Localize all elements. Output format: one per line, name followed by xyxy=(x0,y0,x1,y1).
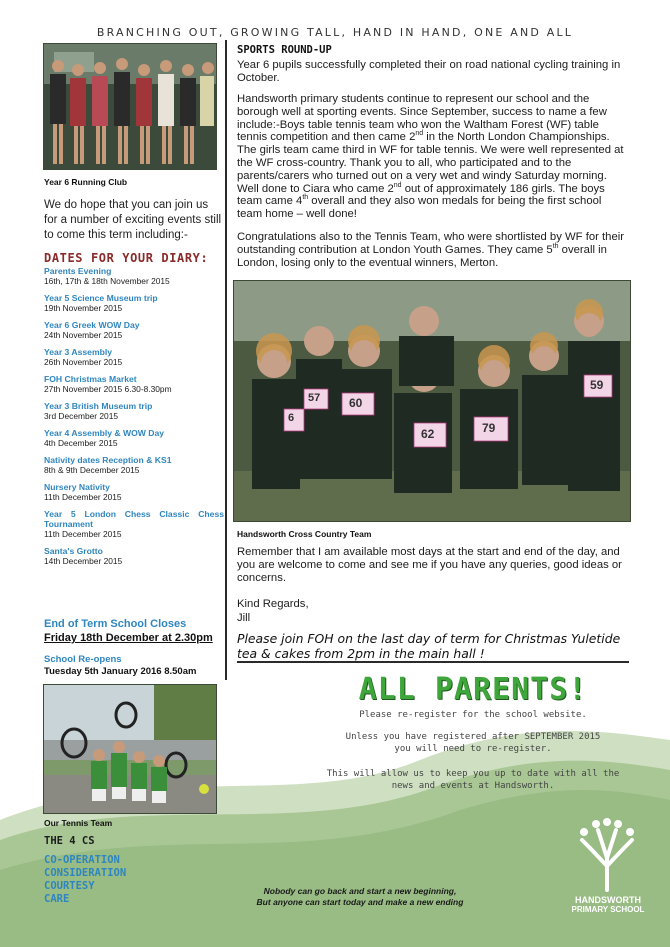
list-item xyxy=(44,293,224,313)
event-date: 11th December 2015 xyxy=(44,492,122,502)
text-run: overall in London, losing only to the eventual winners, Merton. xyxy=(237,243,607,269)
event-date: 14th December 2015 xyxy=(44,556,123,566)
motto-banner: BRANCHING OUT, GROWING TALL, HAND IN HAND, ONE AND ALL xyxy=(96,26,574,39)
event-date: 16th, 17th & 18th November 2015 xyxy=(44,276,170,286)
event-title: Year 4 Assembly & WOW Day xyxy=(44,428,165,438)
poster-line-1: Please re-register for the school website. xyxy=(359,710,587,720)
end-of-term-title: End of Term School Closes xyxy=(44,618,187,630)
event-date: 4th December 2015 xyxy=(44,438,118,448)
event-date: 8th & 9th December 2015 xyxy=(44,465,140,475)
quote-line-1: Nobody can go back and start a new beginning, xyxy=(263,886,457,896)
event-date: 19th November 2015 xyxy=(44,303,123,313)
virtue-courtesy: COURTESY xyxy=(44,880,95,892)
school-logo-tree-icon xyxy=(578,818,636,893)
tennis-team-image xyxy=(44,685,216,813)
poster-title: ALL PARENTS! xyxy=(358,672,588,707)
reopen-title: School Re-opens xyxy=(44,654,122,665)
event-date: 11th December 2015 xyxy=(44,529,122,539)
event-date: 27th November 2015 6.30-8.30pm xyxy=(44,384,172,394)
regards: Kind Regards, xyxy=(237,598,309,610)
ordinal-suffix: nd xyxy=(415,130,424,138)
cross-country-caption: Handsworth Cross Country Team xyxy=(237,529,372,539)
list-item xyxy=(44,320,224,340)
paragraph-cycling: Year 6 pupils successfully completed their on road national cycling training in October. xyxy=(237,59,621,84)
poster-line-2: Unless you have registered after SEPTEMBER 2015 xyxy=(345,732,601,742)
text-run: Congratulations also to the Tennis Team, who were shortlisted by WF for their outstanding contribution at London Youth Games. They came 5 xyxy=(237,231,625,256)
reopen-date: Tuesday 5th January 2016 8.50am xyxy=(44,666,197,677)
event-title: Year 5 Science Museum trip xyxy=(44,293,158,303)
event-date: 3rd December 2015 xyxy=(44,411,119,421)
event-title: Parents Evening xyxy=(44,266,112,276)
bib-79: 79 xyxy=(482,421,496,435)
bib-59: 59 xyxy=(590,378,604,392)
cross-country-image xyxy=(234,281,630,521)
ordinal-suffix: nd xyxy=(393,181,402,189)
bib-60: 60 xyxy=(349,396,363,410)
ordinal-suffix: th xyxy=(302,194,309,202)
poster-line-3: you will need to re-register. xyxy=(394,744,552,754)
event-title: Year 3 British Museum trip xyxy=(44,401,153,411)
list-item xyxy=(44,266,224,286)
list-item xyxy=(44,374,224,394)
list-item xyxy=(44,546,224,566)
running-club-image xyxy=(44,44,216,169)
quote-line-2: But anyone can start today and make a new ending xyxy=(256,897,464,907)
all-parents-poster xyxy=(318,664,628,804)
footer-quote xyxy=(230,886,490,908)
four-cs-title: THE 4 CS xyxy=(44,835,95,847)
end-of-term-date: Friday 18th December at 2.30pm xyxy=(44,632,213,644)
paragraph-sporting-events xyxy=(237,93,627,221)
list-item xyxy=(44,482,224,502)
text-run: in the North London Championships. The girls team came third in WF for table tennis. We were well represented at the WF cross-country. Thank you to all, who participated and to the parents/carers who turned out on a very wet and windy Saturday morning. Well done to Ciara who came 2 xyxy=(237,131,624,195)
event-date: 26th November 2015 xyxy=(44,357,123,367)
school-name-line-2: PRIMARY SCHOOL xyxy=(571,905,645,914)
events-intro: We do hope that you can join us for a number of exciting events still to come this term including:- xyxy=(44,199,222,241)
list-item xyxy=(44,455,224,475)
bib-57: 57 xyxy=(308,392,321,404)
event-title: Nursery Nativity xyxy=(44,482,110,492)
event-title: Year 5 London Chess Classic Chess Tournament xyxy=(44,509,224,529)
bib-6: 6 xyxy=(288,412,295,424)
list-item xyxy=(44,428,224,448)
ordinal-suffix: th xyxy=(552,243,559,251)
cross-country-photo xyxy=(233,280,631,522)
paragraph-tennis xyxy=(237,231,627,269)
signature: Jill xyxy=(237,612,251,624)
list-item xyxy=(44,401,224,421)
event-date: 24th November 2015 xyxy=(44,330,123,340)
foh-note: Please join FOH on the last day of term for Christmas Yuletide tea & cakes from 2pm in the main hall ! xyxy=(237,631,621,661)
virtue-care: CARE xyxy=(44,893,70,905)
list-item xyxy=(44,347,224,367)
event-title: FOH Christmas Market xyxy=(44,374,137,384)
tennis-team-photo xyxy=(43,684,217,814)
diary-heading: DATES FOR YOUR DIARY: xyxy=(44,251,209,265)
list-item xyxy=(44,509,224,539)
virtue-cooperation: CO-OPERATION xyxy=(44,854,120,866)
event-title: Santa's Grotto xyxy=(44,546,103,556)
bib-62: 62 xyxy=(421,427,435,441)
section-divider xyxy=(237,661,629,663)
event-title: Year 6 Greek WOW Day xyxy=(44,320,140,330)
running-club-photo xyxy=(43,43,217,170)
tennis-team-caption: Our Tennis Team xyxy=(44,818,113,828)
poster-line-4: This will allow us to keep you up to date with all the xyxy=(326,769,620,779)
sports-roundup-title: SPORTS ROUND-UP xyxy=(237,44,332,56)
text-run: overall and they also won medals for being the first school team home – well done! xyxy=(237,195,602,221)
event-title: Nativity dates Reception & KS1 xyxy=(44,455,172,465)
running-club-caption: Year 6 Running Club xyxy=(44,177,128,187)
column-divider xyxy=(225,40,227,680)
school-name xyxy=(558,895,658,915)
poster-line-5: news and events at Handsworth. xyxy=(391,781,555,791)
text-run: out of approximately 186 girls. The boys team came 4 xyxy=(237,182,605,208)
event-title: Year 3 Assembly xyxy=(44,347,112,357)
virtue-consideration: CONSIDERATION xyxy=(44,867,127,879)
events-list xyxy=(44,266,224,573)
paragraph-availability: Remember that I am available most days at the start and end of the day, and you are welcome to come and see me if you have any queries, good ideas or concerns. xyxy=(237,546,622,584)
school-name-line-1: HANDSWORTH xyxy=(575,895,641,905)
text-run: Handsworth primary students continue to represent our school and the borough well at sporting events. Since September, success to name a few include:-Boys table tennis team who won the Waltham Forest (WF) table tennis competition and then came 2 xyxy=(237,93,607,144)
